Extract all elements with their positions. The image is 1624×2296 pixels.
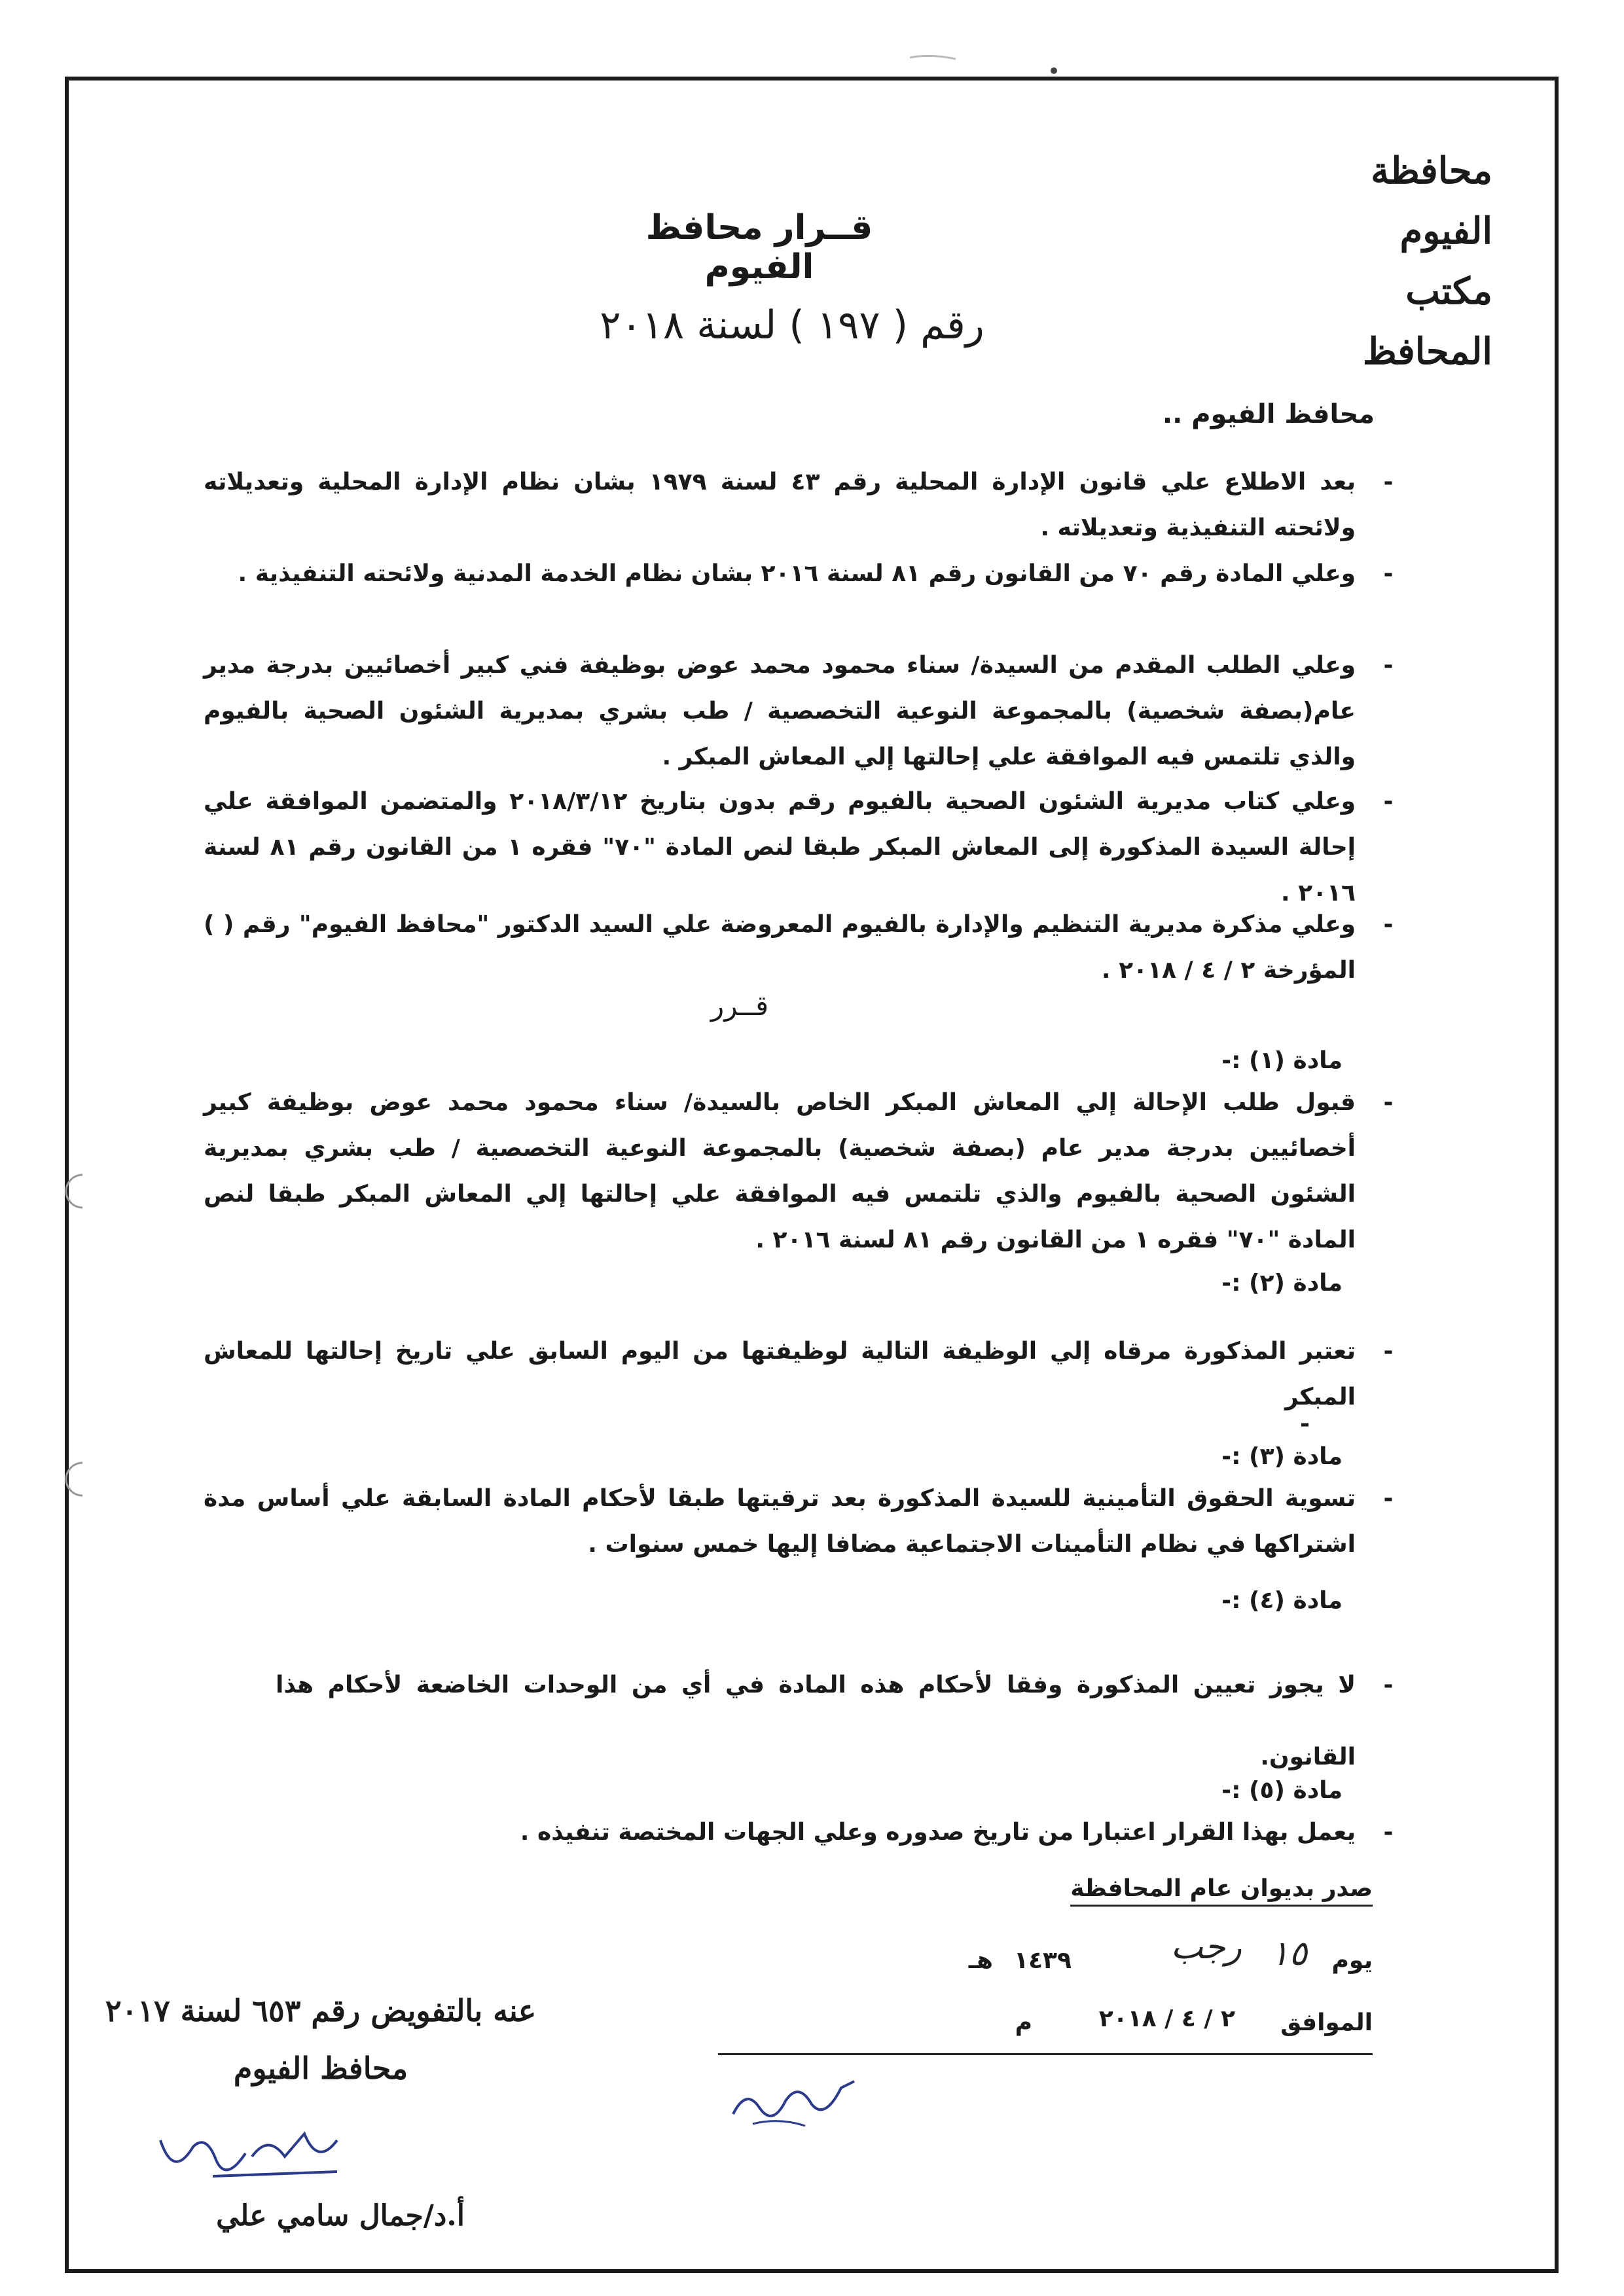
- bullet-dash: -: [1383, 652, 1394, 679]
- gregorian-suffix: م: [1015, 2009, 1032, 2036]
- preamble-item: [204, 902, 1394, 994]
- article-label: مادة (١) :-: [1221, 1047, 1343, 1074]
- stray-dash: -: [1300, 1410, 1310, 1437]
- hijri-date-row: [718, 1928, 1373, 1993]
- bullet-dash: -: [1383, 1672, 1394, 1698]
- office-name: مكتب المحافظ: [1362, 270, 1492, 373]
- punch-hole-mark: [63, 1460, 102, 1499]
- gregorian-label: الموافق: [1280, 2009, 1373, 2036]
- scan-speck: [903, 51, 1113, 77]
- governorate-name: محافظة الفيوم: [1371, 149, 1492, 253]
- bullet-dash: -: [1383, 1819, 1394, 1846]
- delegation-line: عنه بالتفويض رقم ٦٥٣ لسنة ٢٠١٧: [105, 1993, 537, 2028]
- article-body: [204, 1476, 1394, 1568]
- preamble-item: [204, 643, 1394, 780]
- preamble-text: وعلي مذكرة مديرية التنظيم والإدارة بالفيوم المعروضة علي السيد الدكتور "محافظ الفيوم" رقم ( ) المؤرخة ٢ / ٤ / ٢٠١٨ .: [204, 911, 1356, 984]
- gregorian-date: ٢ / ٤ / ٢٠١٨: [1098, 2005, 1235, 2032]
- article-label: مادة (٣) :-: [1221, 1443, 1343, 1470]
- signature-block: [105, 1993, 537, 2086]
- preamble-text: وعلي المادة رقم ٧٠ من القانون رقم ٨١ لسنة ٢٠١٦ بشان نظام الخدمة المدنية ولائحته التنفيذية .: [238, 560, 1356, 587]
- handwritten-initials: [727, 2062, 864, 2134]
- hijri-day-label: يوم: [1331, 1947, 1373, 1974]
- bullet-dash: -: [1383, 1338, 1394, 1365]
- bullet-dash: -: [1383, 788, 1394, 815]
- preamble-text: بعد الاطلاع علي قانون الإدارة المحلية رقم ٤٣ لسنة ١٩٧٩ بشان نظام الإدارة المحلية وتعديلاته ولائحته التنفيذية وتعديلاته .: [204, 469, 1356, 541]
- bullet-dash: -: [1383, 1485, 1394, 1512]
- article-body: [204, 1810, 1394, 1856]
- bullet-dash: -: [1383, 1089, 1394, 1116]
- article-label: مادة (٤) :-: [1221, 1587, 1343, 1614]
- punch-hole-mark: [63, 1172, 102, 1211]
- article-body: [204, 1329, 1394, 1420]
- hijri-month: رجب: [1170, 1928, 1242, 1967]
- bullet-dash: -: [1383, 469, 1394, 495]
- article-text: تسوية الحقوق التأمينية للسيدة المذكورة بعد ترقيتها طبقا لأحكام المادة السابقة علي أساس مدة اشتراكها في نظام التأمينات الاجتماعية مضافا إليها خمس سنوات .: [204, 1485, 1356, 1558]
- issued-at: صدر بديوان عام المحافظة: [1070, 1875, 1373, 1907]
- article-label: مادة (٥) :-: [1221, 1777, 1343, 1804]
- signatory-role: محافظ الفيوم: [233, 2051, 408, 2086]
- bullet-dash: -: [1383, 560, 1394, 587]
- issuer-line: محافظ الفيوم ..: [1162, 399, 1375, 429]
- hijri-suffix: هـ: [968, 1947, 993, 1974]
- article-text: تعتبر المذكورة مرقاه إلي الوظيفة التالية لوظيفتها من اليوم السابق علي تاريخ إحالتها للمعاش المبكر: [204, 1338, 1356, 1410]
- article-text: يعمل بهذا القرار اعتبارا من تاريخ صدوره وعلي الجهات المختصة تنفيذه .: [520, 1819, 1356, 1846]
- article-body: [204, 1080, 1394, 1263]
- preamble-text: وعلي كتاب مديرية الشئون الصحية بالفيوم رقم بدون بتاريخ ٢٠١٨/٣/١٢ والمتضمن الموافقة علي إحالة السيدة المذكورة إلى المعاش المبكر طبقا لنص المادة "٧٠" فقره ١ من القانون رقم ٨١ لسنة ٢٠١٦ .: [204, 788, 1356, 906]
- article-body: [276, 1649, 1394, 1793]
- preamble-item: [204, 779, 1394, 916]
- article-label: مادة (٢) :-: [1221, 1270, 1343, 1297]
- handwritten-signature: [154, 2121, 370, 2193]
- preamble-item: [204, 551, 1394, 597]
- bullet-dash: -: [1383, 911, 1394, 938]
- article-text: لا يجوز تعيين المذكورة وفقا لأحكام هذه المادة في أي من الوحدات الخاضعة لأحكام هذا القانون.: [276, 1672, 1356, 1770]
- hijri-year: ١٤٣٩: [1014, 1947, 1072, 1974]
- preamble-text: وعلي الطلب المقدم من السيدة/ سناء محمود محمد عوض بوظيفة فني كبير أخصائيين بدرجة مدير عام(بصفة شخصية) بالمجموعة النوعية التخصصية / طب بشري بمديرية الشئون الصحية بالفيوم والذي تلتمس فيه الموافقة علي إحالتها إلي المعاش المبكر .: [204, 652, 1356, 770]
- preamble-item: [204, 459, 1394, 551]
- office-header: [1296, 141, 1492, 382]
- hijri-day: ١٥: [1271, 1934, 1307, 1973]
- decided-heading: قــرر: [710, 990, 769, 1022]
- article-text: قبول طلب الإحالة إلي المعاش المبكر الخاص بالسيدة/ سناء محمود محمد عوض بوظيفة كبير أخصائيين بدرجة مدير عام (بصفة شخصية) بالمجموعة النوعية التخصصية / طب بشري بمديرية الشئون الصحية بالفيوم والذي تلتمس فيه الموافقة علي إحالتها إلي المعاش المبكر طبقا لنص المادة "٧٠" فقره ١ من القانون رقم ٨١ لسنة ٢٠١٦ .: [204, 1089, 1356, 1253]
- signatory-name: أ.د/جمال سامي علي: [216, 2199, 465, 2233]
- gregorian-date-row: [718, 2003, 1373, 2055]
- decree-number: رقم ( ١٩٧ ) لسنة ٢٠١٨: [600, 302, 984, 348]
- decree-title: قــرار محافظ الفيوم: [645, 208, 873, 287]
